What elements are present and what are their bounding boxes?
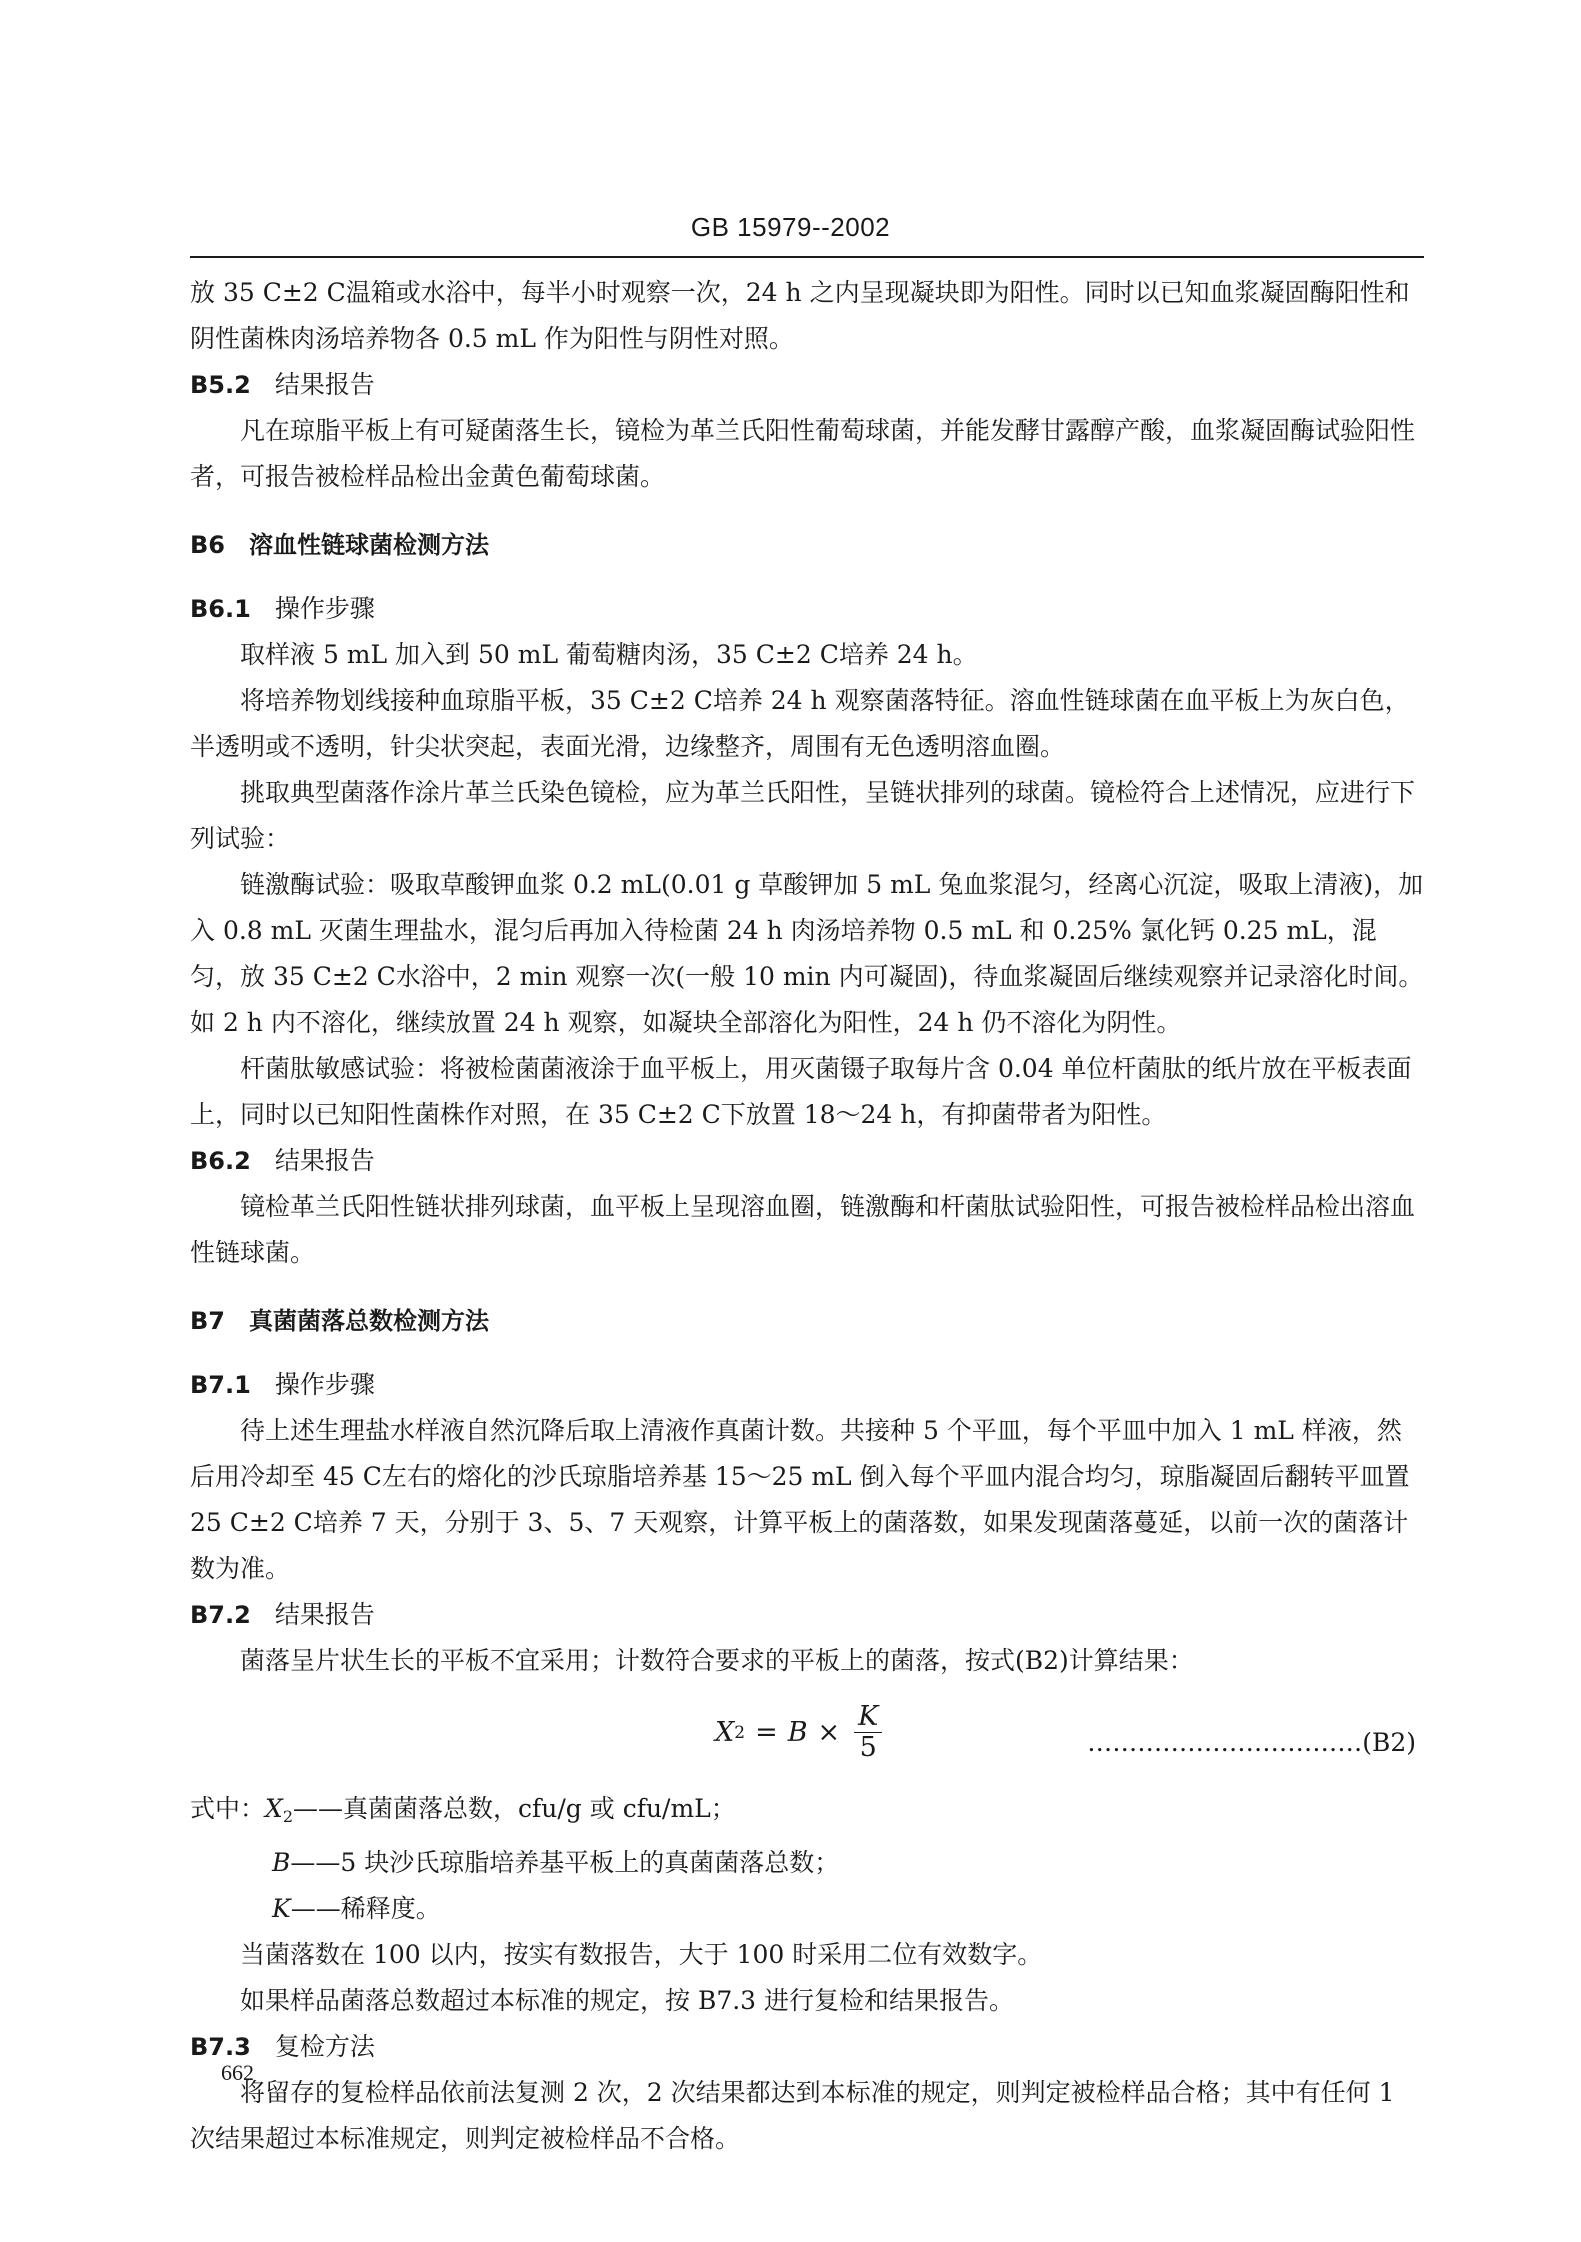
heading-number: B7.3 <box>190 2033 251 2061</box>
legend-item <box>190 1840 1424 1886</box>
paragraph: 将留存的复检样品依前法复测 2 次，2 次结果都达到本标准的规定，则判定被检样品合格；其中有任何 1 次结果超过本标准规定，则判定被检样品不合格。 <box>190 2078 1395 2153</box>
heading-b7-1 <box>190 1362 1424 1408</box>
legend-desc: ——5 块沙氏琼脂培养基平板上的真菌菌落总数； <box>290 1848 840 1877</box>
legend-symbol: B <box>272 1848 291 1877</box>
heading-title: 操作步骤 <box>274 1370 375 1399</box>
heading-number: B7.2 <box>190 1601 251 1629</box>
paragraph: 杆菌肽敏感试验：将被检菌菌液涂于血平板上，用灭菌镊子取每片含 0.04 单位杆菌肽的纸片放在平板表面上，同时以已知阳性菌株作对照，在 35 C±2 C下放置 18～24 h，有抑菌带者为阳性。 <box>190 1054 1412 1129</box>
paragraph: 菌落呈片状生长的平板不宜采用；计数符合要求的平板上的菌落，按式(B2)计算结果： <box>240 1646 1194 1675</box>
heading-b6-2 <box>190 1138 1424 1184</box>
section-heading-b7 <box>190 1298 1424 1344</box>
formula-equals: = <box>755 1716 778 1748</box>
formula-fraction <box>854 1702 882 1763</box>
heading-title: 结果报告 <box>274 1600 375 1629</box>
legend-subscript: 2 <box>282 1807 294 1826</box>
legend-desc: ——真菌菌落总数，cfu/g 或 cfu/mL； <box>293 1794 736 1823</box>
legend-symbol: K <box>272 1894 291 1923</box>
heading-title: 结果报告 <box>274 370 375 399</box>
heading-number: B5.2 <box>190 371 251 399</box>
paragraph: 挑取典型菌落作涂片革兰氏染色镜检，应为革兰氏阳性，呈链状排列的球菌。镜检符合上述情况，应进行下列试验： <box>190 778 1416 853</box>
header-rule <box>190 256 1424 258</box>
heading-number: B7 <box>190 1307 225 1335</box>
paragraph: 取样液 5 mL 加入到 50 mL 葡萄糖肉汤，35 C±2 C培养 24 h。 <box>240 640 978 669</box>
page-number: 662 <box>221 2060 254 2085</box>
formula-lhs-subscript: 2 <box>734 1722 746 1743</box>
legend-item <box>190 1886 1424 1932</box>
heading-number: B6.1 <box>190 595 251 623</box>
heading-number: B7.1 <box>190 1371 251 1399</box>
equation-label: ……………………………(B2) <box>1087 1728 1416 1757</box>
fraction-numerator: K <box>854 1702 882 1733</box>
formula-lhs: X <box>715 1716 735 1748</box>
heading-b7-3 <box>190 2024 1424 2070</box>
paragraph: 待上述生理盐水样液自然沉降后取上清液作真菌计数。共接种 5 个平皿，每个平皿中加入 1 mL 样液，然后用冷却至 45 C左右的熔化的沙氏琼脂培养基 15～25 mL 倒入每个平皿内混合均匀，琼脂凝固后翻转平皿置 25 C±2 C培养 7 天，分别于 3、5、7 天观察，计算平板上的菌落数，如果发现菌落蔓延，以前一次的菌落计数为准。 <box>190 1416 1410 1583</box>
paragraph: 如果样品菌落总数超过本标准的规定，按 B7.3 进行复检和结果报告。 <box>240 1986 1015 2015</box>
heading-title: 真菌菌落总数检测方法 <box>249 1307 489 1335</box>
heading-b5-2 <box>190 362 1424 408</box>
paragraph: 将培养物划线接种血琼脂平板，35 C±2 C培养 24 h 观察菌落特征。溶血性链球菌在血平板上为灰白色，半透明或不透明，针尖状突起，表面光滑，边缘整齐，周围有无色透明溶血圈。 <box>190 686 1410 761</box>
heading-title: 结果报告 <box>274 1146 375 1175</box>
paragraph: 镜检革兰氏阳性链状排列球菌，血平板上呈现溶血圈，链激酶和杆菌肽试验阳性，可报告被检样品检出溶血性链球菌。 <box>190 1192 1416 1267</box>
formula-b2 <box>190 1688 1424 1780</box>
heading-b6-1 <box>190 586 1424 632</box>
legend-desc: ——稀释度。 <box>290 1894 441 1923</box>
legend-symbol: X <box>265 1794 283 1823</box>
paragraph: 凡在琼脂平板上有可疑菌落生长，镜检为革兰氏阳性葡萄球菌，并能发酵甘露醇产酸，血浆凝固酶试验阳性者，可报告被检样品检出金黄色葡萄球菌。 <box>190 416 1416 491</box>
legend-item <box>190 1786 1424 1840</box>
heading-number: B6 <box>190 531 225 559</box>
document-body <box>190 270 1424 2162</box>
heading-number: B6.2 <box>190 1147 251 1175</box>
legend-prefix: 式中： <box>190 1794 266 1823</box>
heading-title: 操作步骤 <box>274 594 375 623</box>
heading-b7-2 <box>190 1592 1424 1638</box>
formula-expression <box>715 1702 882 1763</box>
section-heading-b6 <box>190 522 1424 568</box>
fraction-denominator: 5 <box>859 1732 877 1763</box>
paragraph: 当菌落数在 100 以内，按实有数报告，大于 100 时采用二位有效数字。 <box>240 1940 1043 1969</box>
heading-title: 复检方法 <box>274 2032 375 2061</box>
heading-title: 溶血性链球菌检测方法 <box>249 531 489 559</box>
formula-times: × <box>817 1716 841 1748</box>
paragraph: 链激酶试验：吸取草酸钾血浆 0.2 mL(0.01 g 草酸钾加 5 mL 兔血浆混匀，经离心沉淀，吸取上清液)，加入 0.8 mL 灭菌生理盐水，混匀后再加入待检菌 24 h 肉汤培养物 0.5 mL 和 0.25% 氯化钙 0.25 mL，混匀，放 35 C±2 C水浴中，2 min 观察一次(一般 10 min 内可凝固)，待血浆凝固后继续观察并记录溶化时间。如 2 h 内不溶化，继续放置 24 h 观察，如凝块全部溶化为阳性，24 h 仍不溶化为阴性。 <box>190 870 1424 1037</box>
standard-header: GB 15979--2002 <box>690 212 891 242</box>
formula-b: B <box>787 1716 808 1748</box>
continued-paragraph: 放 35 C±2 C温箱或水浴中，每半小时观察一次，24 h 之内呈现凝块即为阳性。同时以已知血浆凝固酶阳性和阴性菌株肉汤培养物各 0.5 mL 作为阳性与阴性对照。 <box>190 278 1410 353</box>
